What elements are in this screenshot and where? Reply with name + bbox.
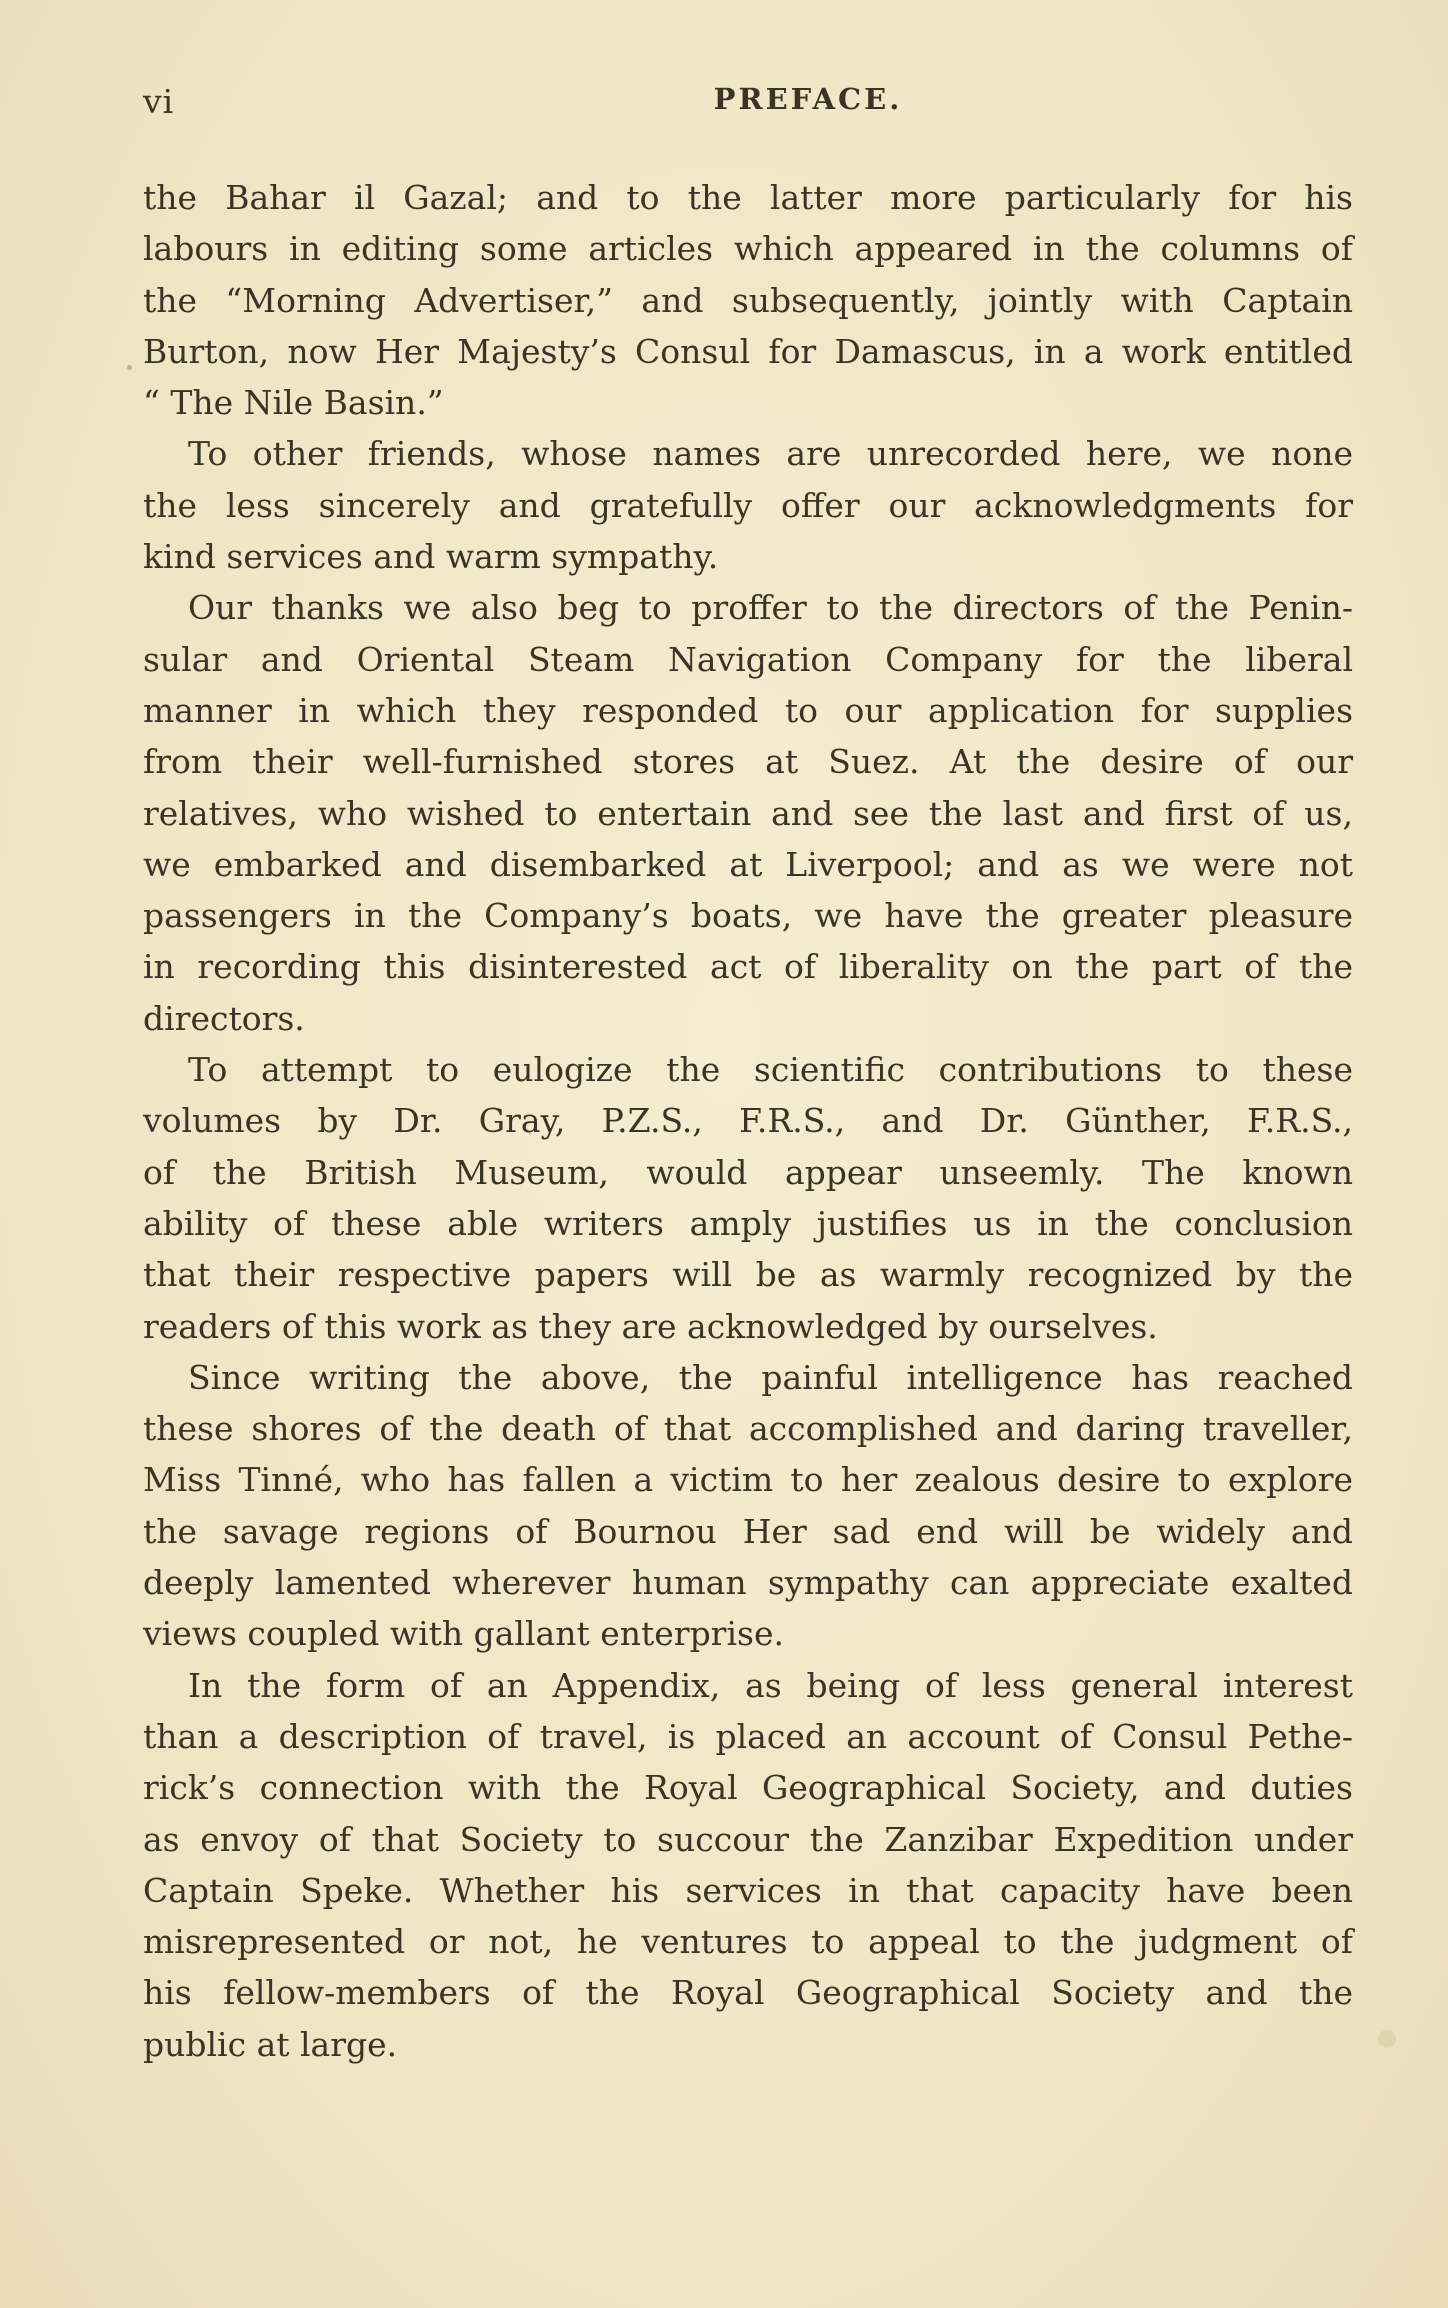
text-line: as envoy of that Society to succour the Zanzibar Expedition under — [143, 1819, 1353, 1859]
text-line: manner in which they responded to our application for supplies — [143, 690, 1353, 730]
paper-stain — [1378, 2030, 1396, 2048]
text-line: we embarked and disembarked at Liverpool; and as we were not — [143, 844, 1353, 884]
margin-mark — [127, 365, 132, 370]
running-head — [143, 82, 1353, 122]
text-line: In the form of an Appendix, as being of less general interest — [188, 1665, 1353, 1705]
text-line: directors. — [143, 998, 305, 1038]
text-line: volumes by Dr. Gray, P.Z.S., F.R.S., and Dr. Günther, F.R.S., — [143, 1101, 1353, 1141]
text-line: rick’s connection with the Royal Geographical Society, and duties — [143, 1768, 1353, 1808]
text-line: views coupled with gallant enterprise. — [143, 1614, 784, 1654]
page-number: vi — [143, 82, 175, 121]
text-line: from their well-furnished stores at Suez. At the desire of our — [143, 742, 1353, 782]
text-line: “ The Nile Basin.” — [143, 383, 444, 423]
text-line: in recording this disinterested act of liberality on the part of the — [143, 947, 1353, 987]
text-line: the Bahar il Gazal; and to the latter more particularly for his — [143, 178, 1353, 217]
text-line: ability of these able writers amply justifies us in the conclusion — [143, 1203, 1353, 1243]
text-line: Miss Tinné, who has fallen a victim to her zealous desire to explore — [143, 1460, 1353, 1500]
text-line: Captain Speke. Whether his services in that capacity have been — [143, 1870, 1353, 1910]
text-line: kind services and warm sympathy. — [143, 537, 719, 577]
text-line: Since writing the above, the painful intelligence has reached — [188, 1357, 1353, 1397]
running-title: PREFACE. — [713, 82, 903, 116]
text-line: the “Morning Advertiser,” and subsequently, jointly with Captain — [143, 280, 1353, 320]
text-line: that their respective papers will be as warmly recognized by the — [143, 1255, 1353, 1295]
text-line: Burton, now Her Majesty’s Consul for Damascus, in a work entitled — [143, 331, 1353, 371]
text-line: readers of this work as they are acknowledged by ourselves. — [143, 1306, 1158, 1346]
text-line: deeply lamented wherever human sympathy can appreciate exalted — [143, 1563, 1353, 1603]
preface-body — [143, 172, 1353, 2070]
text-line: relatives, who wished to entertain and see the last and first of us, — [143, 793, 1353, 833]
text-line: the less sincerely and gratefully offer our acknowledgments for — [143, 485, 1353, 525]
text-line: of the British Museum, would appear unseemly. The known — [143, 1152, 1353, 1192]
text-line: passengers in the Company’s boats, we have the greater pleasure — [143, 896, 1353, 936]
text-line: sular and Oriental Steam Navigation Company for the liberal — [143, 639, 1353, 679]
text-line: public at large. — [143, 2024, 398, 2064]
text-line: these shores of the death of that accomplished and daring traveller, — [143, 1409, 1353, 1449]
text-line: Our thanks we also beg to proffer to the directors of the Penin- — [188, 588, 1353, 628]
text-line: misrepresented or not, he ventures to appeal to the judgment of — [143, 1922, 1353, 1962]
text-line: To attempt to eulogize the scientific contributions to these — [188, 1050, 1353, 1090]
text-line: than a description of travel, is placed an account of Consul Pethe- — [143, 1716, 1353, 1756]
text-line: To other friends, whose names are unrecorded here, we none — [188, 434, 1353, 474]
text-line: his fellow-members of the Royal Geographical Society and the — [143, 1973, 1353, 2013]
text-line: the savage regions of Bournou Her sad end will be widely and — [143, 1511, 1353, 1551]
text-line: labours in editing some articles which appeared in the columns of — [143, 229, 1353, 269]
